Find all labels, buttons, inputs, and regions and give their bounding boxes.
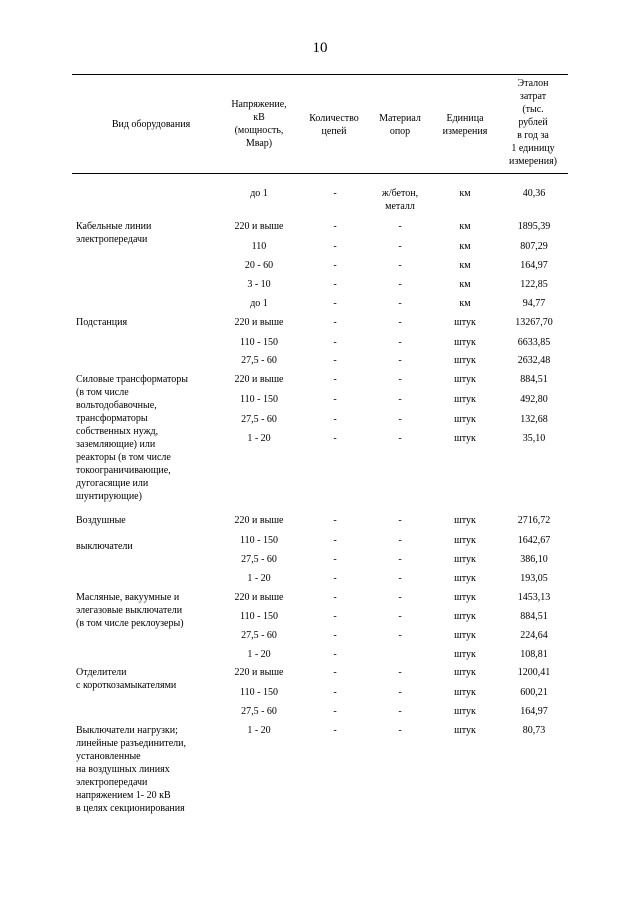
voltage-cell: 110 - 150: [240, 337, 278, 348]
circuits-cell: -: [333, 515, 337, 526]
material-cell: -: [398, 414, 402, 425]
cost-cell: 386,10: [520, 554, 548, 565]
material-cell: ж/бетон, металл: [381, 188, 419, 212]
voltage-cell: 3 - 10: [247, 279, 271, 290]
material-cell: -: [398, 374, 402, 385]
unit-cell: км: [459, 188, 471, 199]
circuits-cell: -: [333, 374, 337, 385]
circuits-cell: -: [333, 221, 337, 232]
voltage-cell: 110: [251, 241, 267, 252]
unit-cell: штук: [454, 725, 476, 736]
unit-cell: штук: [454, 394, 476, 405]
voltage-cell: 1 - 20: [247, 573, 271, 584]
unit-cell: км: [459, 260, 471, 271]
cost-cell: 884,51: [520, 611, 548, 622]
unit-cell: штук: [454, 630, 476, 641]
circuits-cell: -: [333, 573, 337, 584]
equipment-type: Подстанция: [76, 317, 128, 328]
voltage-cell: до 1: [250, 188, 268, 199]
material-cell: -: [398, 630, 402, 641]
circuits-cell: -: [333, 337, 337, 348]
page-number: 10: [312, 40, 328, 56]
header-cost: Эталон затрат (тыс. рублей в год за 1 единицу измерения): [509, 78, 557, 167]
material-cell: -: [398, 535, 402, 546]
circuits-cell: -: [333, 630, 337, 641]
unit-cell: штук: [454, 649, 476, 660]
material-cell: -: [398, 317, 402, 328]
material-cell: -: [398, 433, 402, 444]
material-cell: -: [398, 611, 402, 622]
cost-cell: 1895,39: [517, 221, 551, 232]
unit-cell: штук: [454, 611, 476, 622]
unit-cell: штук: [454, 592, 476, 603]
unit-cell: штук: [454, 706, 476, 717]
cost-cell: 6633,85: [517, 337, 551, 348]
material-cell: -: [398, 667, 402, 678]
voltage-cell: 27,5 - 60: [241, 414, 277, 425]
cost-cell: 164,97: [520, 706, 548, 717]
cost-cell: 2716,72: [517, 515, 551, 526]
cost-cell: 224,64: [520, 630, 548, 641]
circuits-cell: -: [333, 414, 337, 425]
cost-cell: 492,80: [520, 394, 548, 405]
header-circuits: Количество цепей: [309, 113, 359, 137]
voltage-cell: 20 - 60: [244, 260, 274, 271]
material-cell: -: [398, 260, 402, 271]
material-cell: -: [398, 221, 402, 232]
circuits-cell: -: [333, 260, 337, 271]
material-cell: -: [398, 355, 402, 366]
unit-cell: км: [459, 279, 471, 290]
circuits-cell: -: [333, 592, 337, 603]
header-unit: Единица измерения: [442, 113, 488, 137]
cost-cell: 1453,13: [517, 592, 551, 603]
cost-cell: 80,73: [522, 725, 546, 736]
cost-cell: 122,85: [520, 279, 548, 290]
unit-cell: штук: [454, 337, 476, 348]
voltage-cell: 220 и выше: [234, 592, 284, 603]
unit-cell: км: [459, 241, 471, 252]
unit-cell: штук: [454, 374, 476, 385]
cost-cell: 193,05: [520, 573, 548, 584]
circuits-cell: -: [333, 188, 337, 199]
circuits-cell: -: [333, 706, 337, 717]
unit-cell: км: [459, 298, 471, 309]
equipment-type: Выключатели нагрузки; линейные разъединители, установленные на воздушных линиях электропередачи напряжением 1- 20 кВ в целях секционирования: [76, 725, 186, 814]
unit-cell: штук: [454, 573, 476, 584]
voltage-cell: 27,5 - 60: [241, 355, 277, 366]
voltage-cell: 220 и выше: [234, 515, 284, 526]
material-cell: -: [398, 394, 402, 405]
material-cell: -: [398, 592, 402, 603]
equipment-type: Воздушные выключатели: [76, 515, 133, 552]
circuits-cell: -: [333, 433, 337, 444]
voltage-cell: 220 и выше: [234, 317, 284, 328]
material-cell: -: [398, 279, 402, 290]
unit-cell: штук: [454, 414, 476, 425]
header-equipment: Вид оборудования: [111, 119, 191, 130]
equipment-type: Кабельные линии электропередачи: [76, 221, 152, 245]
voltage-cell: 27,5 - 60: [241, 630, 277, 641]
unit-cell: км: [459, 221, 471, 232]
unit-cell: штук: [454, 667, 476, 678]
voltage-cell: 1 - 20: [247, 725, 271, 736]
unit-cell: штук: [454, 515, 476, 526]
cost-cell: 164,97: [520, 260, 548, 271]
cost-cell: 600,21: [520, 687, 548, 698]
equipment-type: Отделители с короткозамыкателями: [76, 667, 177, 691]
cost-cell: 807,29: [520, 241, 548, 252]
cost-cell: 108,81: [520, 649, 548, 660]
unit-cell: штук: [454, 687, 476, 698]
voltage-cell: 110 - 150: [240, 611, 278, 622]
material-cell: -: [398, 554, 402, 565]
equipment-type: Масляные, вакуумные и элегазовые выключатели (в том числе реклоузеры): [76, 592, 184, 629]
circuits-cell: -: [333, 535, 337, 546]
voltage-cell: 220 и выше: [234, 374, 284, 385]
circuits-cell: -: [333, 611, 337, 622]
voltage-cell: 110 - 150: [240, 394, 278, 405]
circuits-cell: -: [333, 554, 337, 565]
equipment-type: Силовые трансформаторы (в том числе вольтодобавочные, трансформаторы собственных нужд, заземляющие) или реакторы (в том числе токоограничивающие, дугогасящие или шунтирующие): [76, 374, 188, 502]
cost-cell: 884,51: [520, 374, 548, 385]
material-cell: -: [398, 725, 402, 736]
circuits-cell: -: [333, 649, 337, 660]
circuits-cell: -: [333, 667, 337, 678]
voltage-cell: 27,5 - 60: [241, 554, 277, 565]
header-material: Материал опор: [379, 113, 421, 137]
cost-cell: 132,68: [520, 414, 548, 425]
cost-cell: 13267,70: [515, 317, 553, 328]
cost-cell: 2632,48: [517, 355, 551, 366]
cost-cell: 1200,41: [517, 667, 551, 678]
unit-cell: штук: [454, 535, 476, 546]
material-cell: -: [398, 706, 402, 717]
unit-cell: штук: [454, 433, 476, 444]
unit-cell: штук: [454, 355, 476, 366]
circuits-cell: -: [333, 687, 337, 698]
voltage-cell: 1 - 20: [247, 649, 271, 660]
unit-cell: штук: [454, 554, 476, 565]
material-cell: -: [398, 573, 402, 584]
material-cell: -: [398, 515, 402, 526]
material-cell: -: [398, 337, 402, 348]
voltage-cell: 27,5 - 60: [241, 706, 277, 717]
circuits-cell: -: [333, 241, 337, 252]
circuits-cell: -: [333, 279, 337, 290]
voltage-cell: 220 и выше: [234, 221, 284, 232]
voltage-cell: 220 и выше: [234, 667, 284, 678]
circuits-cell: -: [333, 298, 337, 309]
voltage-cell: 110 - 150: [240, 687, 278, 698]
material-cell: -: [398, 241, 402, 252]
voltage-cell: 1 - 20: [247, 433, 271, 444]
header-voltage: Напряжение, кВ (мощность, Мвар): [231, 99, 287, 149]
material-cell: -: [398, 687, 402, 698]
unit-cell: штук: [454, 317, 476, 328]
circuits-cell: -: [333, 725, 337, 736]
cost-cell: 35,10: [522, 433, 546, 444]
voltage-cell: 110 - 150: [240, 535, 278, 546]
circuits-cell: -: [333, 355, 337, 366]
cost-cell: 40,36: [522, 188, 546, 199]
cost-cell: 94,77: [522, 298, 546, 309]
material-cell: -: [398, 298, 402, 309]
voltage-cell: до 1: [250, 298, 268, 309]
cost-cell: 1642,67: [517, 535, 551, 546]
circuits-cell: -: [333, 394, 337, 405]
circuits-cell: -: [333, 317, 337, 328]
